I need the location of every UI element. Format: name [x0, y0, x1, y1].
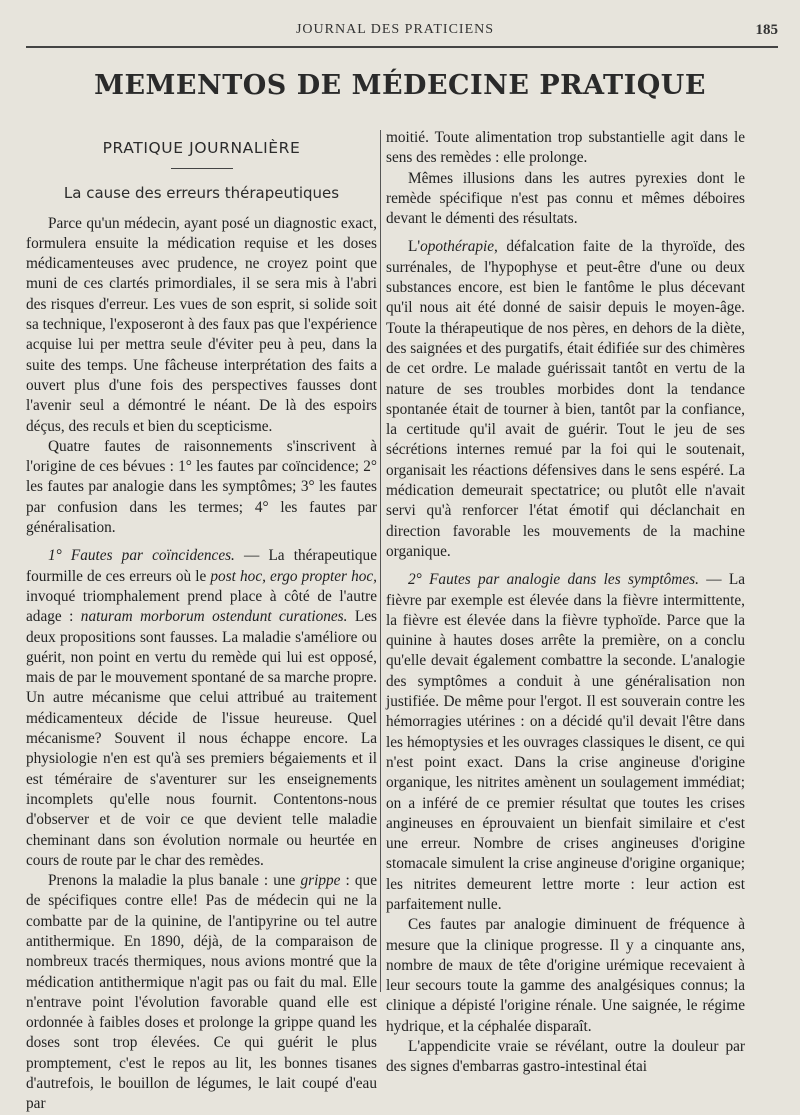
text-run: , défalcation faite de la thyroïde, des surrénales, de l'hypophyse et peut-être d'une ou deux substances encore, est bien le fantôme le plus décevant qu'il nous ait été donné de saisir depuis le moyen-âge. Toute la thérapeutique de nos pères, en dehors de la diète, des saignées et des purgatifs, était édifiée sur des chimères de cet ordre. Le malade guérissait tantôt en vertu de la nature de ses troubles morbides dont la tendance spontanée était de tourner à bien, tantôt par la confiance, la certitude qu'il avait de guérir. Tout le jeu de ses sécrétions internes remué par la foi qui le soutenait, organisait les réactions défensives dans le sens espéré. La médication demeurait spectatrice; ou plutôt elle n'avait servi qu'à renforcer l'état émotif qui déclanchait en direction favorable les mouvements de la machine organique.	[386, 238, 745, 560]
header-rule	[26, 46, 778, 48]
subsection-heading: 2° Fautes par analogie dans les symptômes.	[408, 571, 699, 589]
latin-phrase: post hoc, ergo propter hoc,	[210, 567, 377, 585]
right-column	[386, 128, 745, 1078]
subsection-heading: 1° Fautes par coïncidences.	[48, 547, 235, 565]
text-run: : que de spécifiques contre elle! Pas de médecin qui ne la combatte par de la quinine, de l'antipyrine ou tel autre antithermique. En 1890, déjà, de la comparaison de nombreux tracés thermiques, nous avions montré que la médication antithermique n'agit pas ou fait du mal. Elle n'entrave point l'évolution favorable quand elle est ordonnée à faibles doses et prolonge la grippe quand les doses sont trop élevées. Ce qui guérit le plus promptement, c'est le repos au lit, les bonnes tisanes d'autrefois, le bouillon de légumes, le lait coupé d'eau par	[26, 872, 377, 1113]
left-column	[26, 128, 377, 1115]
rubric-divider	[171, 168, 233, 169]
paragraph	[386, 237, 745, 562]
paragraph: Parce qu'un médecin, ayant posé un diagnostic exact, formulera ensuite la médication requise et les doses médicamenteuses avec prudence, ne croyez point que muni de ces clartés primordiales, il se sera mis à l'abri des risques d'erreur. Les vues de son esprit, si solide soit sa technique, l'exposeront à des faux pas que l'expérience acquise lui per mettra seule d'éviter peu à peu, dans la suite des temps. Une fâcheuse interprétation des faits a ouvert plus d'une fois des perspectives fausses dont l'avenir seul a démontré le néant. De là des espoirs déçus, des reculs et bien du scepticisme.	[26, 214, 377, 435]
paragraph: Ces fautes par analogie diminuent de fréquence à mesure que la clinique progresse. Il y a cinquante ans, nombre de maux de tête d'origine urémique recevaient à leur secours toute la gamme des analgésiques connus; la clinique a dépisté l'origine rénale. Une saignée, le régime hydrique, et la céphalée disparaît.	[386, 916, 745, 1035]
running-head	[0, 22, 800, 42]
text-run: Prenons la maladie la plus banale : une	[48, 872, 301, 890]
text-run: — La thérapeutique fourmille de ces erreurs où le	[26, 547, 377, 585]
journal-title: JOURNAL DES PRATICIENS	[295, 22, 495, 37]
text-run: — La fièvre par exemple est élevée dans la fièvre intermittente, la fièvre est élevée dans la fièvre typhoïde. Parce que la quinine à hautes doses arrête la première, on a conclu qu'elle devait également combattre la seconde. L'analogie des symptômes a conduit à une généralisation non justifiée. De même pour l'ergot. Il est souverain contre les hémorragies utérines : on a décidé qu'il devait l'être dans les hémoptysies et les ouvrages classiques le disent, ce qui n'est point exact. Dans la crise angineuse d'origine organique, les nitrites amènent un soulagement immédiat; on a inféré de ce premier résultat que toutes les crises angineuses en éprouvaient un bienfait similaire et c'est une erreur. Nombre de crises angineuses d'origine stomacale simulent la crise angineuse d'origine organique; les nitrites demeurent lettre morte : leur action est parfaitement nulle.	[386, 571, 745, 913]
paragraph: moitié. Toute alimentation trop substantielle agit dans le sens des remèdes : elle prolonge.	[386, 129, 745, 167]
section-title: MEMENTOS DE MÉDECINE PRATIQUE	[94, 70, 706, 101]
text-run: Les deux propositions sont fausses. La maladie s'améliore ou guérit, non point en vertu du remède qui lui est opposé, mais de par le mouvement spontané de sa marche propre. Un autre mécanisme que celui attribué au traitement médicamenteux décide de l'issue heureuse. Quel mécanisme? Souvent il nous échappe encore. La physiologie n'en est qu'à ses premiers bégaiements et il est téméraire de s'aventurer sur les enseignements incomplets qu'elle nous fournit. Contentons-nous d'observer et de voir ce que devient telle maladie cheminant dans son évolution normale ou heurtée en cours de route par le char des remèdes.	[26, 608, 377, 869]
paragraph: Quatre fautes de raisonnements s'inscrivent à l'origine de ces bévues : 1° les fautes par coïncidence; 2° les fautes par analogie dans les symptômes; 3° les fautes par confusion dans les termes; 4° les fautes par généralisation.	[26, 437, 377, 537]
column-divider	[380, 130, 381, 992]
emphasis: opothérapie	[420, 238, 495, 256]
paragraph	[386, 570, 745, 915]
paragraph: L'appendicite vraie se révélant, outre la douleur par des signes d'embarras gastro-intestinal étai	[386, 1038, 745, 1076]
rubric-title: PRATIQUE JOURNALIÈRE	[102, 139, 301, 157]
emphasis: grippe	[300, 872, 341, 890]
latin-phrase: naturam morborum ostendunt curationes.	[80, 608, 348, 626]
text-run: invoqué triomphalement prend place à côté de l'autre adage :	[26, 587, 377, 626]
article-title: La cause des erreurs thérapeutiques	[63, 184, 340, 203]
page-number: 185	[755, 22, 778, 38]
paragraph	[26, 546, 377, 871]
paragraph	[26, 871, 377, 1115]
paragraph: Mêmes illusions dans les autres pyrexies dont le remède spécifique n'est pas connu et mêmes déboires devant le démenti des résultats.	[386, 169, 745, 228]
text-run: L'	[408, 238, 421, 256]
